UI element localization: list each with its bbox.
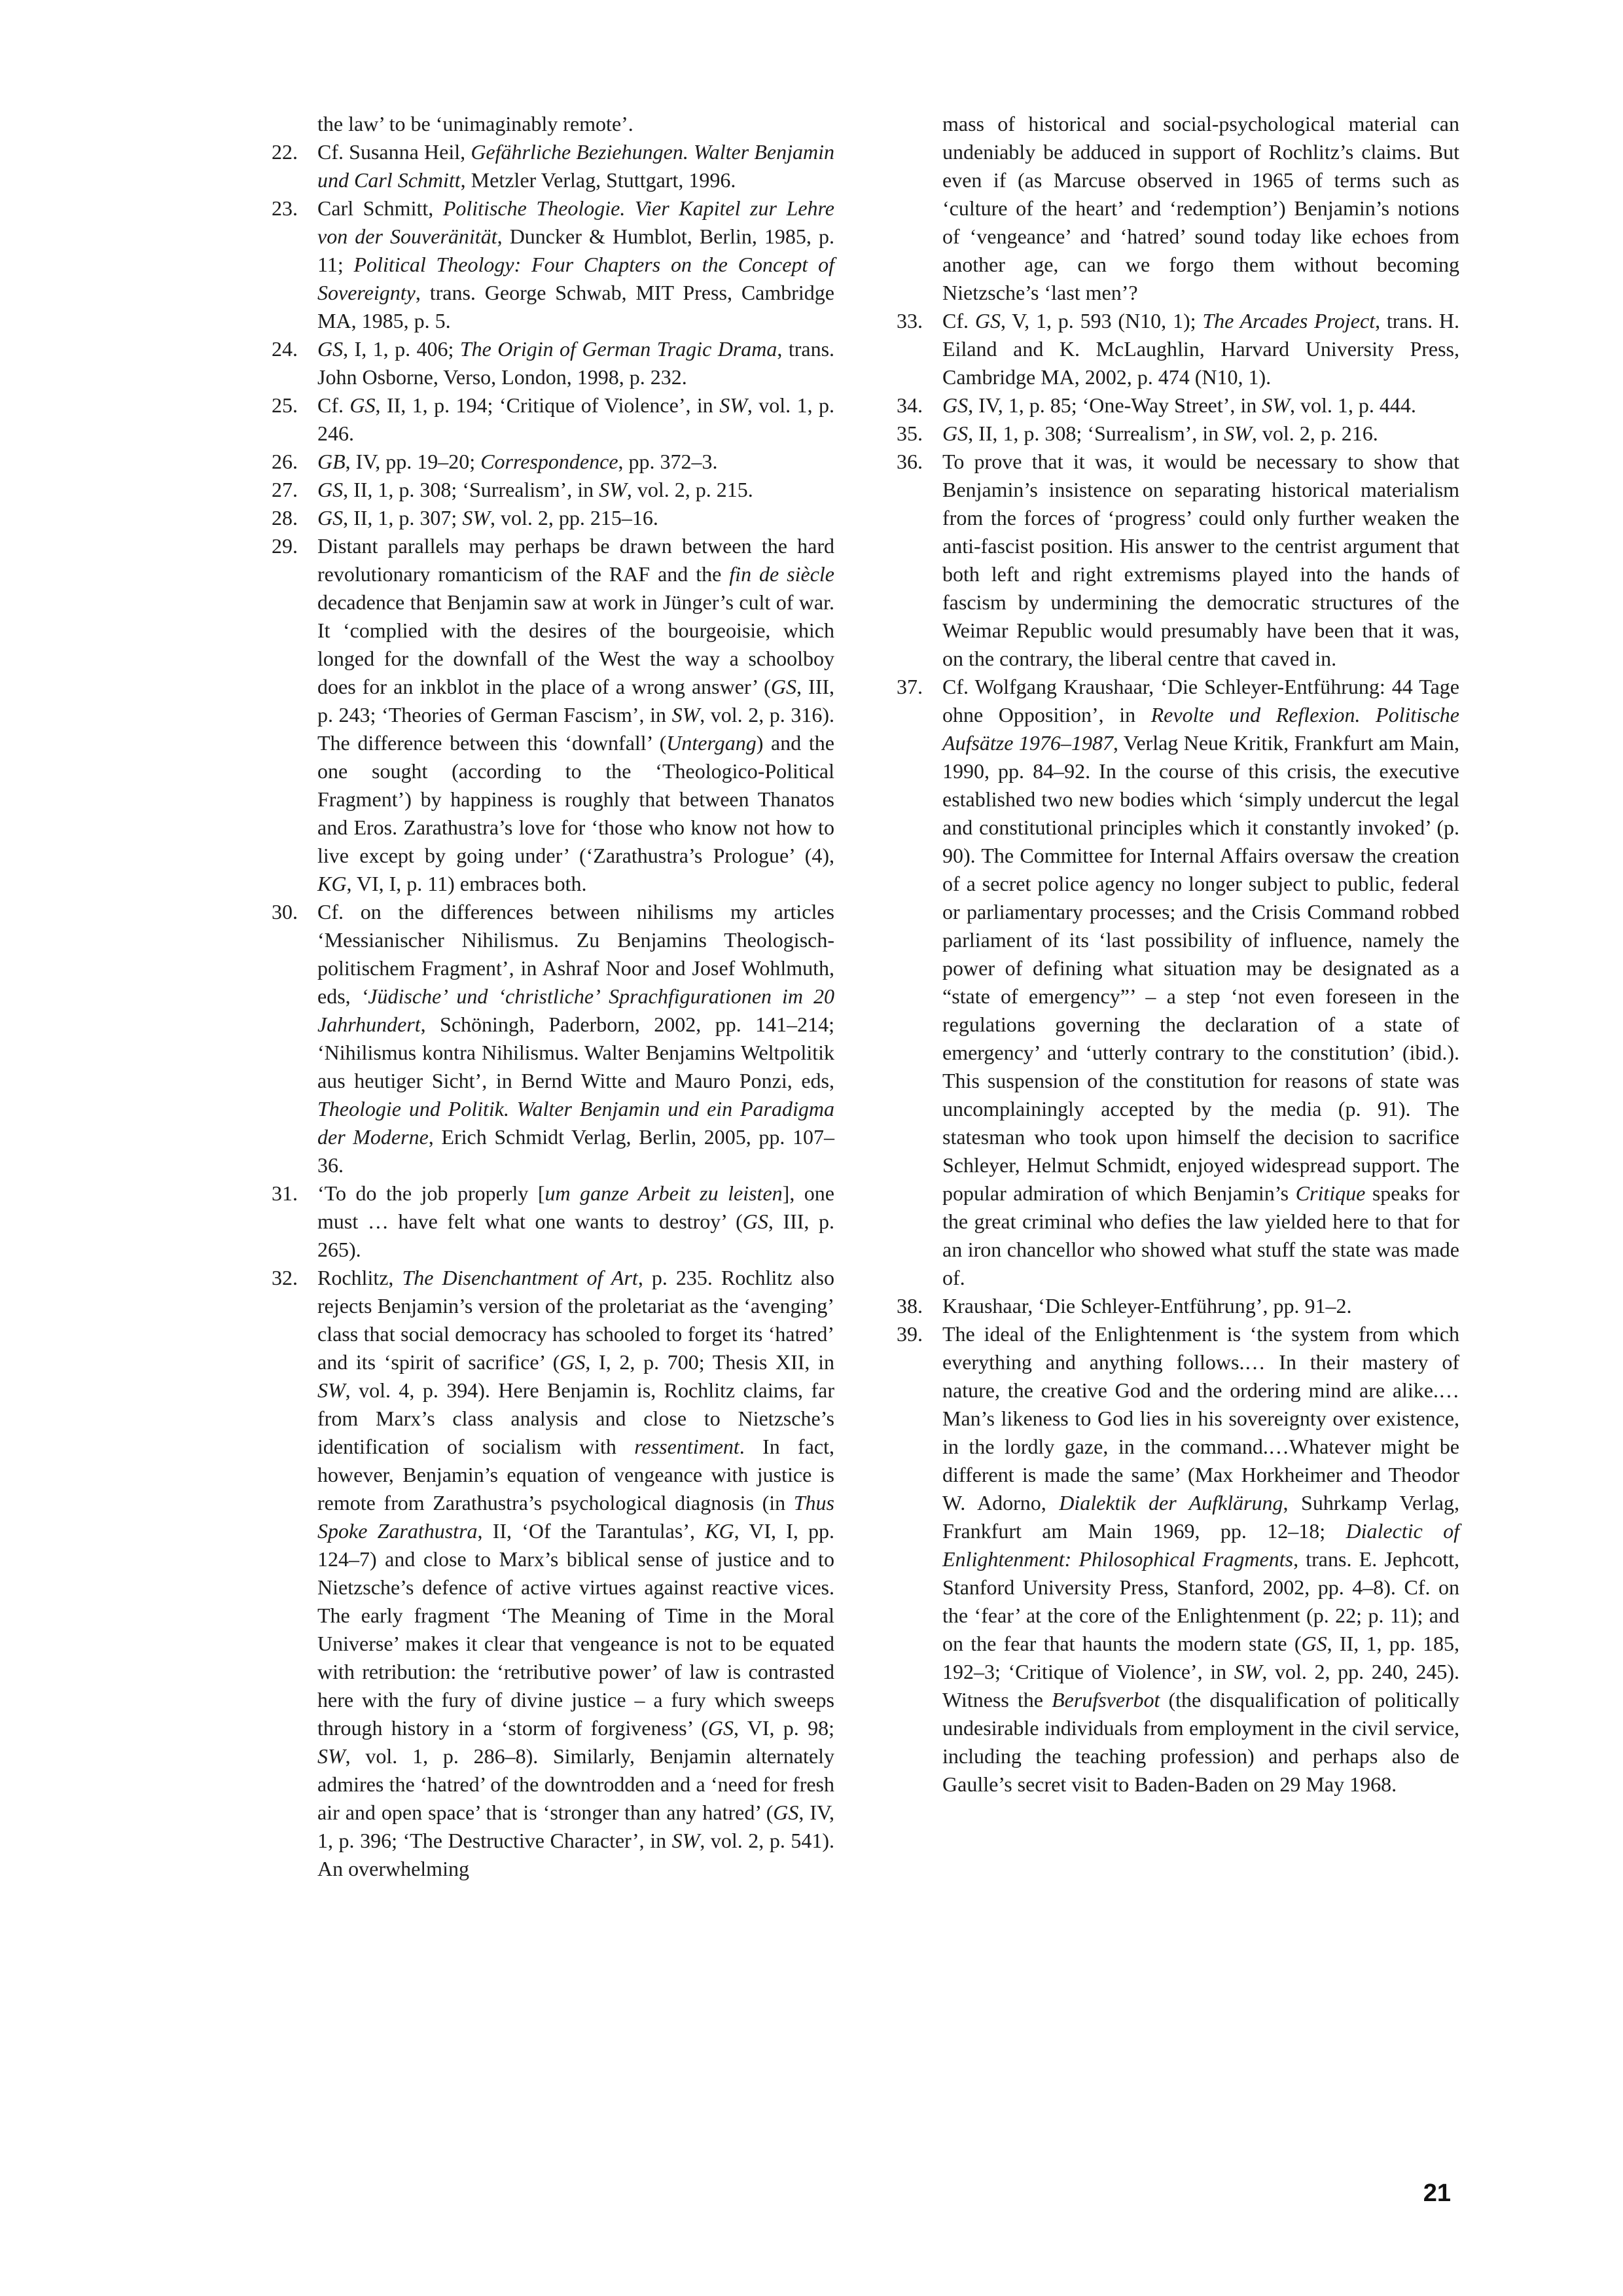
- footnote-number: 36.: [897, 450, 923, 473]
- footnote-number: 22.: [272, 140, 298, 164]
- footnote-38: [897, 1292, 1459, 1320]
- footnote-32: [272, 1264, 834, 1883]
- footnote-number: 23.: [272, 196, 298, 220]
- footnote-number: 38.: [897, 1294, 923, 1318]
- footnote-22: [272, 138, 834, 194]
- footnote-text: Distant parallels may perhaps be drawn between the hard revolutionary romanticism of the RAF and the fin de siècle decadence that Benjamin saw at work in Jünger’s cult of war. It ‘complied with the desires of the bourgeoisie, which longed for the downfall of the West the way a schoolboy does for an inkblot in the place of a wrong answer’ (GS, III, p. 243; ‘Theories of German Fascism’, in SW, vol. 2, p. 316). The difference between this ‘downfall’ (Untergang) and the one sought (according to the ‘Theologico-Political Fragment’) by happiness is roughly that between Thanatos and Eros. Zarathustra’s love for ‘those who know not how to live except by going under’ (‘Zarathustra’s Prologue’ (4), KG, VI, I, p. 11) embraces both.: [317, 534, 835, 895]
- page-number: 21: [1423, 2179, 1451, 2207]
- footnote-number: 37.: [897, 675, 923, 698]
- footnote-number: 32.: [272, 1266, 298, 1289]
- footnote-text: GS, II, 1, p. 308; ‘Surrealism’, in SW, vol. 2, p. 216.: [942, 422, 1378, 445]
- footnote-25: [272, 391, 834, 448]
- note-continuation: the law’ to be ‘unimaginably remote’.: [317, 112, 633, 135]
- footnote-number: 26.: [272, 450, 298, 473]
- footnote-number: 28.: [272, 506, 298, 529]
- footnote-text: GS, II, 1, p. 307; SW, vol. 2, pp. 215–16.: [317, 506, 658, 529]
- footnote-33: [897, 307, 1459, 391]
- footnote-34: [897, 391, 1459, 420]
- footnote-28: [272, 504, 834, 532]
- footnote-30: [272, 898, 834, 1179]
- footnote-text: GS, I, 1, p. 406; The Origin of German Tragic Drama, trans. John Osborne, Verso, London, 1998, p. 232.: [317, 337, 835, 389]
- footnote-text: Cf. Susanna Heil, Gefährliche Beziehungen. Walter Benjamin und Carl Schmitt, Metzler Verlag, Stuttgart, 1996.: [317, 140, 835, 192]
- footnote-number: 34.: [897, 393, 923, 417]
- footnote-number: 31.: [272, 1181, 298, 1205]
- footnote-number: 29.: [272, 534, 298, 558]
- footnote-number: 24.: [272, 337, 298, 361]
- left-column: [272, 110, 834, 1883]
- footnote-text: Carl Schmitt, Politische Theologie. Vier Kapitel zur Lehre von der Souveränität, Duncker & Humblot, Berlin, 1985, p. 11; Political Theology: Four Chapters on the Concept of Sovereignty, trans. George Schwab, MIT Press, Cambridge MA, 1985, p. 5.: [317, 196, 835, 332]
- footnote-number: 25.: [272, 393, 298, 417]
- footnote-number: 27.: [272, 478, 298, 501]
- footnote-37: [897, 673, 1459, 1292]
- footnote-39: [897, 1320, 1459, 1799]
- footnote-23: [272, 194, 834, 335]
- right-column: [897, 110, 1459, 1799]
- footnote-29: [272, 532, 834, 898]
- footnote-35: [897, 420, 1459, 448]
- footnote-31: [272, 1179, 834, 1264]
- footnote-number: 30.: [272, 900, 298, 924]
- left-notes-list: [272, 138, 834, 1883]
- footnote-text: GB, IV, pp. 19–20; Correspondence, pp. 372–3.: [317, 450, 718, 473]
- note-continuation: mass of historical and social-psychological material can undeniably be adduced in support of Rochlitz’s claims. But even if (as Marcuse observed in 1965 of terms such as ‘culture of the heart’ and ‘redemption’) Benjamin’s notions of ‘vengeance’ and ‘hatred’ sound today like echoes from another age, can we forgo them without becoming Nietzsche’s ‘last men’?: [942, 112, 1459, 304]
- footnote-text: GS, IV, 1, p. 85; ‘One-Way Street’, in SW, vol. 1, p. 444.: [942, 393, 1416, 417]
- footnote-text: Cf. Wolfgang Kraushaar, ‘Die Schleyer-Entführung: 44 Tage ohne Opposition’, in Revolte und Reflexion. Politische Aufsätze 1976–1987, Verlag Neue Kritik, Frankfurt am Main, 1990, pp. 84–92. In the course of this crisis, the executive established two new bodies which ‘simply undercut the legal and constitutional principles which it constantly invoked’ (p. 90). The Committee for Internal Affairs oversaw the creation of a secret police agency no longer subject to public, federal or parliamentary processes; and the Crisis Command robbed parliament of its ‘last possibility of influence, namely the power of defining what situation may be designated as a “state of emergency”’ – a step ‘not even foreseen in the regulations governing the declaration of a state of emergency’ and ‘utterly contrary to the constitution’ (ibid.). This suspension of the constitution for reasons of state was uncomplainingly accepted by the media (p. 91). The statesman who took upon himself the decision to sacrifice Schleyer, Helmut Schmidt, enjoyed widespread support. The popular admiration of which Benjamin’s Critique speaks for the great criminal who defies the law yielded here to that for an iron chancellor who showed what stuff the state was made of.: [942, 675, 1460, 1289]
- footnote-text: Cf. GS, II, 1, p. 194; ‘Critique of Violence’, in SW, vol. 1, p. 246.: [317, 393, 835, 445]
- footnote-text: Cf. GS, V, 1, p. 593 (N10, 1); The Arcades Project, trans. H. Eiland and K. McLaughlin, Harvard University Press, Cambridge MA, 2002, p. 474 (N10, 1).: [942, 309, 1460, 389]
- footnote-36: [897, 448, 1459, 673]
- footnote-26: [272, 448, 834, 476]
- footnote-text: Cf. on the differences between nihilisms my articles ‘Messianischer Nihilismus. Zu Benjamins Theologisch-politischem Fragment’, in Ashraf Noor and Josef Wohlmuth, eds, ‘Jüdische’ und ‘christliche’ Sprachfigurationen im 20 Jahrhundert, Schöningh, Paderborn, 2002, pp. 141–214; ‘Nihilismus kontra Nihilismus. Walter Benjamins Weltpolitik aus heutiger Sicht’, in Bernd Witte and Mauro Ponzi, eds, Theologie und Politik. Walter Benjamin und ein Paradigma der Moderne, Erich Schmidt Verlag, Berlin, 2005, pp. 107–36.: [317, 900, 835, 1177]
- footnote-text: ‘To do the job properly [um ganze Arbeit zu leisten], one must … have felt what one wants to destroy’ (GS, III, p. 265).: [317, 1181, 835, 1261]
- footnote-27: [272, 476, 834, 504]
- footnote-number: 35.: [897, 422, 923, 445]
- footnote-24: [272, 335, 834, 391]
- right-notes-list: [897, 307, 1459, 1799]
- footnote-text: To prove that it was, it would be necessary to show that Benjamin’s insistence on separating historical materialism from the forces of ‘progress’ could only further weaken the anti-fascist position. His answer to the centrist argument that both left and right extremisms played into the hands of fascism by undermining the democratic structures of the Weimar Republic would presumably have been that it was, on the contrary, the liberal centre that caved in.: [942, 450, 1459, 670]
- footnote-text: Kraushaar, ‘Die Schleyer-Entführung’, pp. 91–2.: [942, 1294, 1352, 1318]
- footnote-text: The ideal of the Enlightenment is ‘the system from which everything and anything follows.… In their mastery of nature, the creative God and the ordering mind are alike.… Man’s likeness to God lies in his sovereignty over existence, in the lordly gaze, in the command.…Whatever might be different is made the same’ (Max Horkheimer and Theodor W. Adorno, Dialektik der Aufklärung, Suhrkamp Verlag, Frankfurt am Main 1969, pp. 12–18; Dialectic of Enlightenment: Philosophical Fragments, trans. E. Jephcott, Stanford University Press, Stanford, 2002, pp. 4–8). Cf. on the ‘fear’ at the core of the Enlightenment (p. 22; p. 11); and on the fear that haunts the modern state (GS, II, 1, pp. 185, 192–3; ‘Critique of Violence’, in SW, vol. 2, pp. 240, 245). Witness the Berufsverbot (the disqualification of politically undesirable individuals from employment in the civil service, including the teaching profession) and perhaps also de Gaulle’s secret visit to Baden-Baden on 29 May 1968.: [942, 1322, 1460, 1796]
- footnote-number: 33.: [897, 309, 923, 332]
- footnote-number: 39.: [897, 1322, 923, 1346]
- footnote-text: Rochlitz, The Disenchantment of Art, p. 235. Rochlitz also rejects Benjamin’s version of the proletariat as the ‘avenging’ class that social democracy has schooled to forget its ‘hatred’ and its ‘spirit of sacrifice’ (GS, I, 2, p. 700; Thesis XII, in SW, vol. 4, p. 394). Here Benjamin is, Rochlitz claims, far from Marx’s class analysis and close to Nietzsche’s identification of socialism with ressentiment. In fact, however, Benjamin’s equation of vengeance with justice is remote from Zarathustra’s psychological diagnosis (in Thus Spoke Zarathustra, II, ‘Of the Tarantulas’, KG, VI, I, pp. 124–7) and close to Marx’s biblical sense of justice and to Nietzsche’s defence of active virtues against reactive vices. The early fragment ‘The Meaning of Time in the Moral Universe’ makes it clear that vengeance is not to be equated with retribution: the ‘retributive power’ of law is contrasted here with the fury of divine justice – a fury which sweeps through history in a ‘storm of forgiveness’ (GS, VI, p. 98; SW, vol. 1, p. 286–8). Similarly, Benjamin alternately admires the ‘hatred’ of the downtrodden and a ‘need for fresh air and open space’ that is ‘stronger than any hatred’ (GS, IV, 1, p. 396; ‘The Destructive Character’, in SW, vol. 2, p. 541). An overwhelming: [317, 1266, 835, 1880]
- footnote-text: GS, II, 1, p. 308; ‘Surrealism’, in SW, vol. 2, p. 215.: [317, 478, 753, 501]
